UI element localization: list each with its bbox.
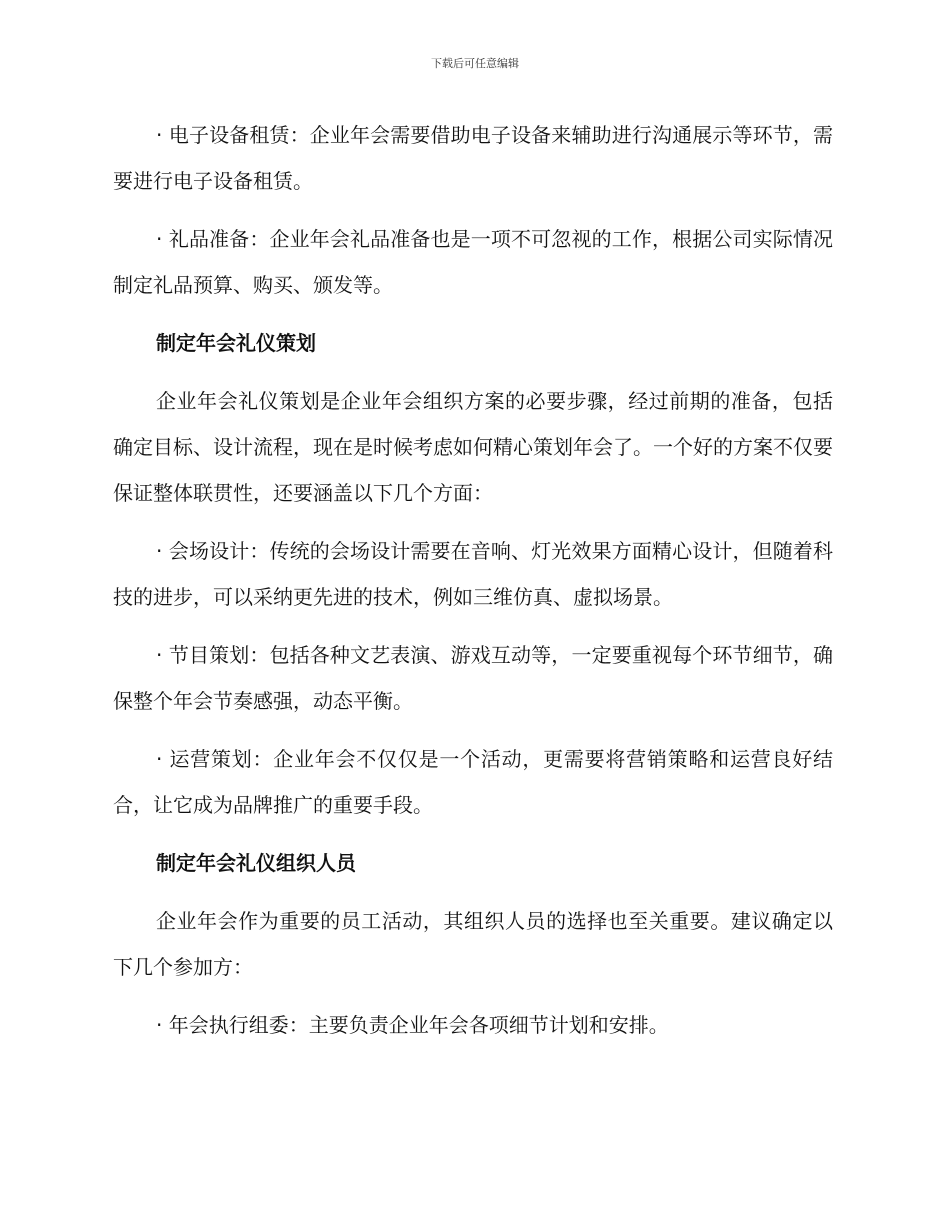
- section-heading-etiquette-planning: 制定年会礼仪策划: [156, 331, 316, 355]
- bullet-gift-preparation: · 礼品准备：企业年会礼品准备也是一项不可忽视的工作，根据公司实际情况制定礼品预算、购买、颁发等。: [113, 227, 833, 297]
- page-header: 下载后可任意编辑: [431, 57, 519, 70]
- bullet-electronic-equipment-rental: · 电子设备租赁：企业年会需要借助电子设备来辅助进行沟通展示等环节，需要进行电子设备租赁。: [113, 123, 833, 193]
- bullet-executive-committee: · 年会执行组委：主要负责企业年会各项细节计划和安排。: [156, 1013, 669, 1037]
- paragraph-organizing-staff-intro: 企业年会作为重要的员工活动，其组织人员的选择也至关重要。建议确定以下几个参加方：: [113, 909, 833, 979]
- bullet-venue-design: · 会场设计：传统的会场设计需要在音响、灯光效果方面精心设计，但随着科技的进步，可以采纳更先进的技术，例如三维仿真、虚拟场景。: [113, 539, 833, 609]
- section-heading-organizing-staff: 制定年会礼仪组织人员: [156, 851, 356, 875]
- bullet-operations-planning: · 运营策划：企业年会不仅仅是一个活动，更需要将营销策略和运营良好结合，让它成为品牌推广的重要手段。: [113, 747, 833, 817]
- paragraph-etiquette-planning-intro: 企业年会礼仪策划是企业年会组织方案的必要步骤，经过前期的准备，包括确定目标、设计流程，现在是时候考虑如何精心策划年会了。一个好的方案不仅要保证整体联贯性，还要涵盖以下几个方面：: [113, 389, 833, 505]
- bullet-program-planning: · 节目策划：包括各种文艺表演、游戏互动等，一定要重视每个环节细节，确保整个年会节奏感强，动态平衡。: [113, 643, 833, 713]
- document-body: [113, 112, 833, 1060]
